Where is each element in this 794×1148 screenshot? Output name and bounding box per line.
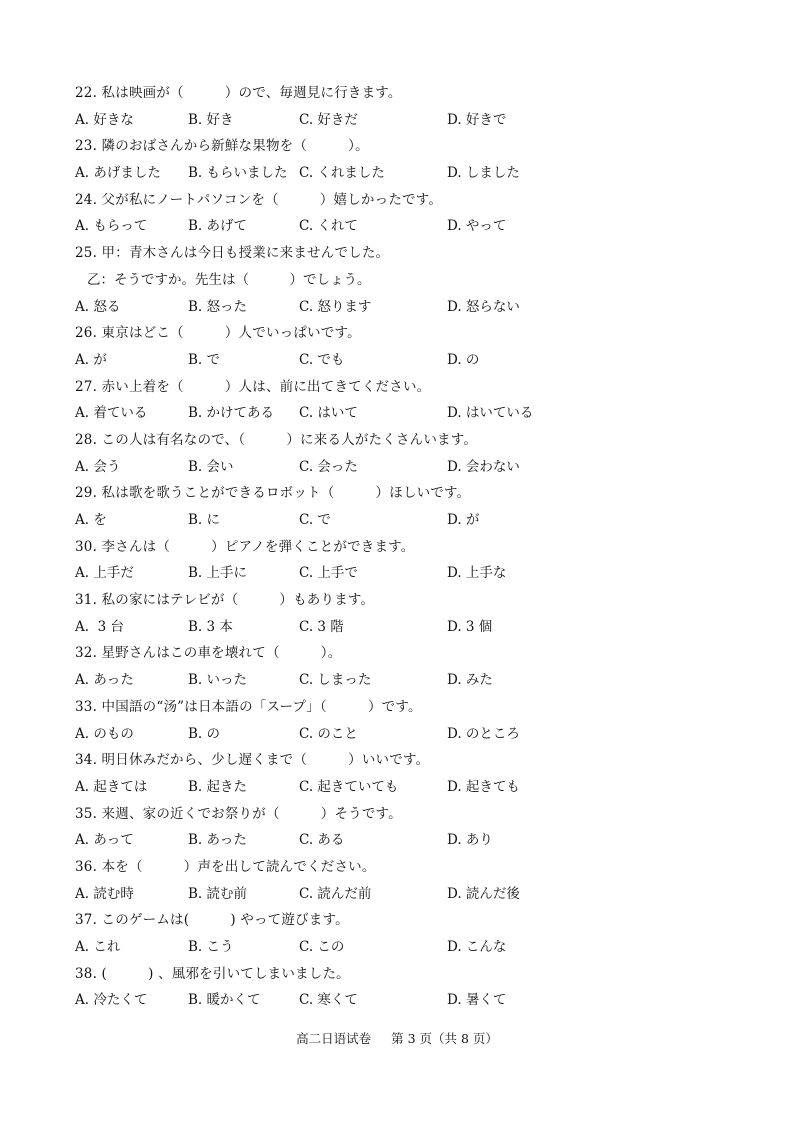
question-33-option-b: B. の xyxy=(188,725,221,742)
question-37-option-d: D. こんな xyxy=(447,939,507,955)
question-34-options xyxy=(75,774,735,801)
question-36-option-b: B. 読む前 xyxy=(188,885,248,902)
question-23-option-d: D. しました xyxy=(447,165,520,182)
question-30-option-d: D. 上手な xyxy=(447,565,507,582)
question-38-stem: 38. ( ) 、風邪を引いてしまいました。 xyxy=(75,965,350,982)
question-38-option-a: A. 冷たくて xyxy=(75,992,148,1009)
question-30-option-a: A. 上手だ xyxy=(75,565,134,582)
question-37-stem: 37. このゲームは( ) やって遊びます。 xyxy=(75,912,349,929)
question-27-option-b: B. かけてある xyxy=(188,405,275,422)
question-29-option-d: D. が xyxy=(447,512,480,528)
question-26-option-c: C. でも xyxy=(299,351,345,368)
question-25-option-a: A. 怒る xyxy=(75,298,121,315)
question-38-option-c: C. 寒くて xyxy=(299,992,358,1009)
question-23-stem: 23. 隣のおばさんから新鮮な果物を（ ）。 xyxy=(75,138,369,155)
question-22-stem: 22. 私は映画が（ ）ので、毎週見に行きます。 xyxy=(75,85,402,101)
question-37-option-b: B. こう xyxy=(188,939,234,955)
page-number: 第 3 页（共 8 页） xyxy=(391,1031,498,1046)
question-23-option-b: B. もらいました xyxy=(188,165,288,182)
question-27-option-d: D. はいている xyxy=(447,405,534,422)
question-37-options xyxy=(75,934,735,961)
question-25-options xyxy=(75,294,735,321)
exam-title: 高二日语试卷 xyxy=(296,1031,372,1046)
question-30-stem: 30. 李さんは（ ）ピアノを弾くことができます。 xyxy=(75,538,415,555)
question-29-options xyxy=(75,507,735,534)
question-24-option-a: A. もらって xyxy=(75,218,148,235)
question-29-stem: 29. 私は歌を歌うことができるロボット（ ）ほしいです。 xyxy=(75,485,471,502)
question-29-option-b: B. に xyxy=(188,512,221,528)
question-34-option-b: B. 起きた xyxy=(188,778,248,795)
question-25-option-d: D. 怒らない xyxy=(447,298,520,315)
question-27-option-a: A. 着ている xyxy=(75,405,148,422)
question-37-option-a: A. これ xyxy=(75,939,121,955)
question-31-stem: 31. 私の家にはテレビが（ ）もあります。 xyxy=(75,592,375,609)
question-28-stem: 28. この人は有名なので、（ ）に来る人がたくさんいます。 xyxy=(75,431,478,448)
question-28-option-d: D. 会わない xyxy=(447,458,520,475)
question-32-option-d: D. みた xyxy=(447,672,493,689)
question-22-option-d: D. 好きで xyxy=(447,111,507,128)
question-36-stem: 36. 本を（ ）声を出して読んでください。 xyxy=(75,858,376,875)
question-32-stem: 32. 星野さんはこの車を壊れて（ ）。 xyxy=(75,645,342,662)
question-37-option-c: C. この xyxy=(299,939,345,955)
question-22-option-b: B. 好き xyxy=(188,111,234,128)
question-26-options xyxy=(75,347,735,374)
question-26-option-a: A. が xyxy=(75,351,107,368)
question-26-stem: 26. 東京はどこ（ ）人でいっぱいです。 xyxy=(75,325,361,342)
question-35-option-a: A. あって xyxy=(75,832,134,849)
question-24-option-d: D. やって xyxy=(447,218,507,235)
question-22-option-c: C. 好きだ xyxy=(299,111,358,128)
question-25-option-b: B. 怒った xyxy=(188,298,248,315)
question-25-stem: 25. 甲：青木さんは今日も授業に来ませんでした。 xyxy=(75,245,390,262)
question-38-options xyxy=(75,987,735,1014)
question-22-options xyxy=(75,107,735,134)
question-36-option-c: C. 読んだ前 xyxy=(299,885,372,902)
question-32-option-b: B. いった xyxy=(188,672,248,689)
question-31-option-d: D. 3 個 xyxy=(447,618,493,635)
question-27-options xyxy=(75,400,735,427)
question-33-option-c: C. のこと xyxy=(299,725,358,742)
question-24-option-b: B. あげて xyxy=(188,218,248,235)
question-29-option-c: C. で xyxy=(299,512,331,528)
question-32-option-a: A. あった xyxy=(75,672,134,689)
question-35-option-d: D. あり xyxy=(447,832,493,849)
question-35-options xyxy=(75,827,735,854)
question-23-option-a: A. あげました xyxy=(75,165,161,182)
question-list xyxy=(75,80,735,1014)
question-26-option-d: D. の xyxy=(447,351,480,368)
question-36-option-a: A. 読む時 xyxy=(75,885,134,902)
question-25-option-c: C. 怒ります xyxy=(299,298,372,315)
question-31-option-b: B. 3 本 xyxy=(188,618,233,635)
question-28-option-b: B. 会い xyxy=(188,458,234,475)
question-31-option-a: A. 3 台 xyxy=(75,618,125,635)
question-24-options xyxy=(75,213,735,240)
question-30-options xyxy=(75,560,735,587)
question-27-stem: 27. 赤い上着を（ ）人は、前に出てきてください。 xyxy=(75,378,431,395)
question-31-options xyxy=(75,614,735,641)
question-36-option-d: D. 読んだ後 xyxy=(447,885,520,902)
question-23-option-c: C. くれました xyxy=(299,165,385,182)
question-34-option-c: C. 起きていても xyxy=(299,778,399,795)
question-35-stem: 35. 来週、家の近くでお祭りが（ ）そうです。 xyxy=(75,805,402,822)
question-33-option-d: D. のところ xyxy=(447,725,520,742)
question-34-stem: 34. 明日休みだから、少し遅くまで（ ）いいです。 xyxy=(75,752,430,769)
question-25-dialogue-line: 乙：そうですか。先生は（ ）でしょう。 xyxy=(87,271,371,288)
question-24-stem: 24. 父が私にノートパソコンを（ ）嬉しかったです。 xyxy=(75,191,443,208)
question-38-option-b: B. 暖かくて xyxy=(188,992,261,1009)
question-28-option-c: C. 会った xyxy=(299,458,358,475)
question-30-option-c: C. 上手で xyxy=(299,565,358,582)
question-27-option-c: C. はいて xyxy=(299,405,358,422)
question-31-option-c: C. 3 階 xyxy=(299,618,344,635)
question-28-options xyxy=(75,454,735,481)
question-29-option-a: A. を xyxy=(75,512,107,528)
question-34-option-d: D. 起きても xyxy=(447,778,520,795)
question-24-option-c: C. くれて xyxy=(299,218,358,235)
question-33-options xyxy=(75,721,735,748)
question-32-options xyxy=(75,667,735,694)
question-32-option-c: C. しまった xyxy=(299,672,372,689)
question-33-stem: 33. 中国語の“汤”は日本語の「スープ」（ ）です。 xyxy=(75,698,422,715)
question-26-option-b: B. で xyxy=(188,351,221,368)
question-30-option-b: B. 上手に xyxy=(188,565,248,582)
question-28-option-a: A. 会う xyxy=(75,458,121,475)
page-footer xyxy=(0,1030,794,1048)
question-23-options xyxy=(75,160,735,187)
question-33-option-a: A. のもの xyxy=(75,725,134,742)
question-34-option-a: A. 起きては xyxy=(75,778,148,795)
question-36-options xyxy=(75,881,735,908)
question-38-option-d: D. 暑くて xyxy=(447,992,507,1009)
question-35-option-c: C. ある xyxy=(299,832,345,849)
question-35-option-b: B. あった xyxy=(188,832,247,849)
question-22-option-a: A. 好きな xyxy=(75,111,134,128)
